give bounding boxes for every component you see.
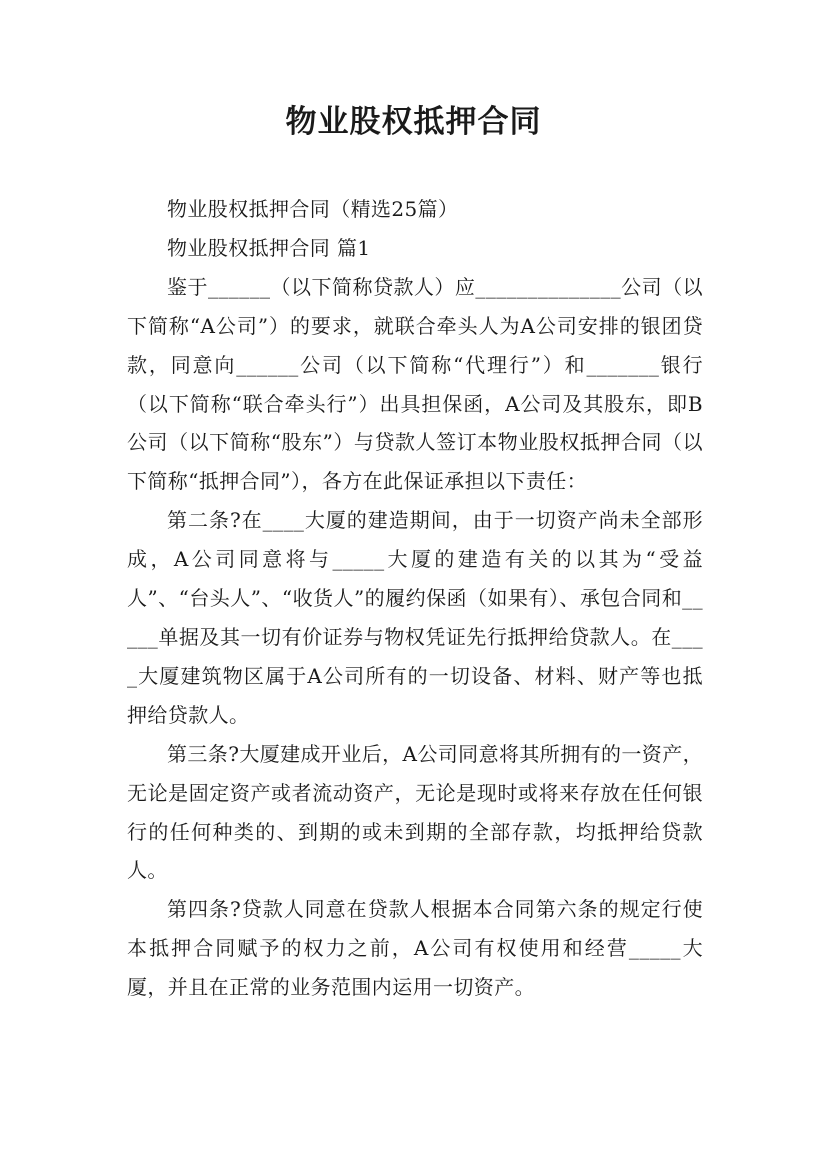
paragraph-subtitle: 物业股权抵押合同（精选25篇） <box>167 197 459 221</box>
paragraph-article-4: 第四条?贷款人同意在贷款人根据本合同第六条的规定行使本抵押合同赋予的权力之前，A公司有权使用和经营_____大厦，并且在正常的业务范围内运用一切资产。 <box>127 897 703 1000</box>
paragraph-article-2: 第二条?在____大厦的建造期间，由于一切资产尚未全部形成，A公司同意将与_____大厦的建造有关的以其为“受益人”、“台头人”、“收货人”的履约保函（如果有）、承包合同和_____单据及其一切有价证券与物权凭证先行抵押给贷款人。在____大厦建筑物区属于A公司所有的一切设备、材料、财产等也抵押给贷款人。 <box>127 508 703 727</box>
paragraph-preamble: 鉴于______（以下简称贷款人）应______________公司（以下简称“A公司”）的要求，就联合牵头人为A公司安排的银团贷款，同意向______公司（以下简称“代理行”）和_______银行（以下简称“联合牵头行”）出具担保函，A公司及其股东，即B公司（以下简称“股东”）与贷款人签订本物业股权抵押合同（以下简称“抵押合同”），各方在此保证承担以下责任： <box>127 274 703 494</box>
document-title: 物业股权抵押合同 <box>285 104 542 140</box>
paragraph-article-3: 第三条?大厦建成开业后，A公司同意将其所拥有的一资产，无论是固定资产或者流动资产，无论是现时或将来存放在任何银行的任何种类的、到期的或未到期的全部存款，均抵押给贷款人。 <box>127 741 703 883</box>
paragraph-section-heading: 物业股权抵押合同 篇1 <box>167 235 371 260</box>
document-body <box>127 190 703 1007</box>
